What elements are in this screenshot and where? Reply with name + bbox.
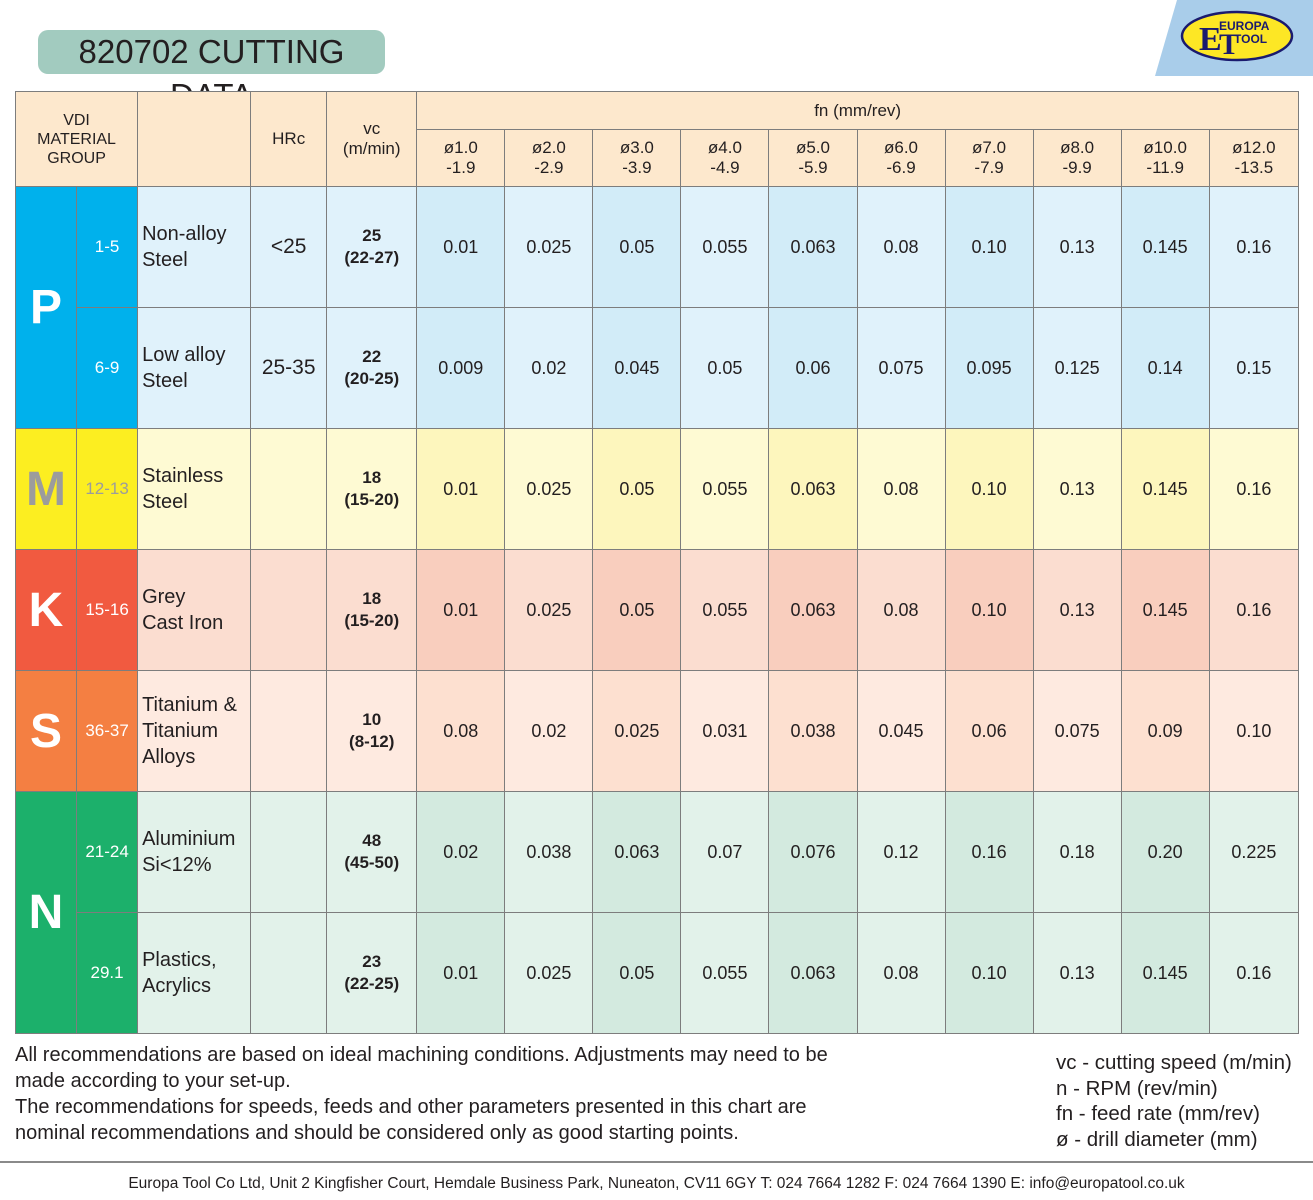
- feed-rate-cell: 0.05: [593, 187, 681, 308]
- hrc-value: [251, 792, 327, 913]
- feed-rate-cell: 0.09: [1121, 671, 1209, 792]
- feed-rate-cell: 0.145: [1121, 913, 1209, 1034]
- feed-rate-cell: 0.10: [945, 913, 1033, 1034]
- table-row: [16, 308, 1299, 429]
- feed-rate-cell: 0.16: [1209, 550, 1298, 671]
- feed-rate-cell: 0.063: [593, 792, 681, 913]
- material-group-s: S: [16, 671, 77, 792]
- table-row: [16, 429, 1299, 550]
- feed-rate-cell: 0.08: [857, 429, 945, 550]
- feed-rate-cell: 0.063: [769, 913, 857, 1034]
- feed-rate-cell: 0.06: [769, 308, 857, 429]
- diameter-header: ø1.0 -1.9: [417, 130, 505, 187]
- feed-rate-cell: 0.076: [769, 792, 857, 913]
- feed-rate-cell: 0.063: [769, 187, 857, 308]
- feed-rate-cell: 0.225: [1209, 792, 1298, 913]
- diameter-header: ø12.0 -13.5: [1209, 130, 1298, 187]
- feed-rate-cell: 0.01: [417, 550, 505, 671]
- feed-rate-cell: 0.055: [681, 429, 769, 550]
- feed-rate-cell: 0.038: [769, 671, 857, 792]
- svg-text:TOOL: TOOL: [1234, 32, 1268, 46]
- legend-diameter: ø - drill diameter (mm): [1056, 1127, 1258, 1151]
- footer-contact: Europa Tool Co Ltd, Unit 2 Kingfisher Court, Hemdale Business Park, Nuneaton, CV11 6GY T: 024 7664 1282 F: 024 7664 1390 E: info@europatool.co.uk: [128, 1175, 1185, 1192]
- legend: [1056, 1050, 1306, 1152]
- feed-rate-cell: 0.045: [857, 671, 945, 792]
- feed-rate-cell: 0.025: [505, 913, 593, 1034]
- material-group-n: N: [16, 792, 77, 1034]
- feed-rate-cell: 0.12: [857, 792, 945, 913]
- feed-rate-cell: 0.063: [769, 550, 857, 671]
- feed-rate-cell: 0.063: [769, 429, 857, 550]
- feed-rate-cell: 0.025: [505, 187, 593, 308]
- legend-fn: fn - feed rate (mm/rev): [1056, 1102, 1260, 1125]
- material-header: [138, 92, 251, 187]
- feed-rate-cell: 0.01: [417, 429, 505, 550]
- hrc-value: [251, 671, 327, 792]
- feed-rate-cell: 0.055: [681, 187, 769, 308]
- legend-vc: vc - cutting speed (m/min): [1056, 1051, 1292, 1074]
- feed-rate-cell: 0.031: [681, 671, 769, 792]
- feed-rate-cell: 0.06: [945, 671, 1033, 792]
- feed-rate-cell: 0.16: [945, 792, 1033, 913]
- material-name: Plastics, Acrylics: [138, 913, 251, 1034]
- vdi-code: 29.1: [77, 913, 138, 1034]
- feed-rate-cell: 0.145: [1121, 429, 1209, 550]
- vc-value: 22 (20-25): [327, 308, 417, 429]
- hrc-value: [251, 913, 327, 1034]
- note-line: All recommendations are based on ideal machining conditions. Adjustments may need to be: [15, 1044, 828, 1066]
- material-name: Non-alloy Steel: [138, 187, 251, 308]
- feed-rate-cell: 0.16: [1209, 913, 1298, 1034]
- feed-rate-cell: 0.025: [505, 429, 593, 550]
- footer-divider: [0, 1161, 1313, 1163]
- note-line: The recommendations for speeds, feeds and other parameters presented in this chart are: [15, 1096, 807, 1118]
- vdi-header: VDI MATERIAL GROUP: [16, 92, 138, 187]
- table-row: [16, 187, 1299, 308]
- material-group-m: M: [16, 429, 77, 550]
- hrc-header: HRc: [251, 92, 327, 187]
- feed-rate-cell: 0.05: [593, 550, 681, 671]
- vc-value: 10 (8-12): [327, 671, 417, 792]
- svg-text:T: T: [1219, 28, 1240, 61]
- feed-rate-cell: 0.125: [1033, 308, 1121, 429]
- feed-rate-cell: 0.02: [505, 671, 593, 792]
- diameter-header: ø3.0 -3.9: [593, 130, 681, 187]
- diameter-header: ø4.0 -4.9: [681, 130, 769, 187]
- hrc-value: [251, 429, 327, 550]
- hrc-value: 25-35: [251, 308, 327, 429]
- material-name: Low alloy Steel: [138, 308, 251, 429]
- vc-value: 23 (22-25): [327, 913, 417, 1034]
- feed-rate-cell: 0.13: [1033, 429, 1121, 550]
- vdi-code: 12-13: [77, 429, 138, 550]
- table-row: [16, 792, 1299, 913]
- hrc-value: <25: [251, 187, 327, 308]
- feed-rate-cell: 0.02: [417, 792, 505, 913]
- feed-rate-cell: 0.145: [1121, 550, 1209, 671]
- vc-value: 25 (22-27): [327, 187, 417, 308]
- table-row: [16, 671, 1299, 792]
- material-name: Stainless Steel: [138, 429, 251, 550]
- feed-rate-cell: 0.009: [417, 308, 505, 429]
- fn-header: fn (mm/rev): [417, 92, 1299, 130]
- feed-rate-cell: 0.16: [1209, 429, 1298, 550]
- material-name: Aluminium Si<12%: [138, 792, 251, 913]
- svg-text:E: E: [1199, 21, 1222, 58]
- feed-rate-cell: 0.01: [417, 187, 505, 308]
- diameter-header: ø6.0 -6.9: [857, 130, 945, 187]
- feed-rate-cell: 0.07: [681, 792, 769, 913]
- feed-rate-cell: 0.045: [593, 308, 681, 429]
- material-name: Grey Cast Iron: [138, 550, 251, 671]
- note-line: made according to your set-up.: [15, 1070, 291, 1092]
- feed-rate-cell: 0.075: [857, 308, 945, 429]
- diameter-header: ø5.0 -5.9: [769, 130, 857, 187]
- feed-rate-cell: 0.025: [593, 671, 681, 792]
- vdi-code: 6-9: [77, 308, 138, 429]
- feed-rate-cell: 0.13: [1033, 187, 1121, 308]
- europa-tool-logo: [1155, 0, 1313, 76]
- feed-rate-cell: 0.14: [1121, 308, 1209, 429]
- vc-header: vc (m/min): [327, 92, 417, 187]
- vdi-code: 15-16: [77, 550, 138, 671]
- vc-value: 48 (45-50): [327, 792, 417, 913]
- hrc-value: [251, 550, 327, 671]
- feed-rate-cell: 0.20: [1121, 792, 1209, 913]
- diameter-header: ø10.0 -11.9: [1121, 130, 1209, 187]
- note-line: nominal recommendations and should be considered only as good starting points.: [15, 1122, 739, 1144]
- table-row: [16, 913, 1299, 1034]
- feed-rate-cell: 0.01: [417, 913, 505, 1034]
- vdi-code: 36-37: [77, 671, 138, 792]
- feed-rate-cell: 0.18: [1033, 792, 1121, 913]
- table-row: [16, 550, 1299, 671]
- feed-rate-cell: 0.13: [1033, 550, 1121, 671]
- feed-rate-cell: 0.038: [505, 792, 593, 913]
- cutting-data-table: [15, 91, 1299, 1034]
- feed-rate-cell: 0.13: [1033, 913, 1121, 1034]
- feed-rate-cell: 0.10: [945, 429, 1033, 550]
- feed-rate-cell: 0.055: [681, 550, 769, 671]
- material-name: Titanium & Titanium Alloys: [138, 671, 251, 792]
- feed-rate-cell: 0.10: [1209, 671, 1298, 792]
- feed-rate-cell: 0.055: [681, 913, 769, 1034]
- feed-rate-cell: 0.075: [1033, 671, 1121, 792]
- svg-text:EUROPA: EUROPA: [1219, 19, 1270, 33]
- vc-value: 18 (15-20): [327, 429, 417, 550]
- feed-rate-cell: 0.05: [593, 913, 681, 1034]
- feed-rate-cell: 0.05: [593, 429, 681, 550]
- vdi-code: 1-5: [77, 187, 138, 308]
- notes: [15, 1042, 915, 1146]
- feed-rate-cell: 0.16: [1209, 187, 1298, 308]
- feed-rate-cell: 0.05: [681, 308, 769, 429]
- feed-rate-cell: 0.08: [857, 913, 945, 1034]
- diameter-header: ø7.0 -7.9: [945, 130, 1033, 187]
- feed-rate-cell: 0.08: [857, 550, 945, 671]
- feed-rate-cell: 0.10: [945, 550, 1033, 671]
- vdi-code: 21-24: [77, 792, 138, 913]
- diameter-header: ø8.0 -9.9: [1033, 130, 1121, 187]
- legend-n: n - RPM (rev/min): [1056, 1076, 1218, 1100]
- feed-rate-cell: 0.10: [945, 187, 1033, 308]
- material-group-k: K: [16, 550, 77, 671]
- feed-rate-cell: 0.145: [1121, 187, 1209, 308]
- feed-rate-cell: 0.02: [505, 308, 593, 429]
- feed-rate-cell: 0.08: [857, 187, 945, 308]
- feed-rate-cell: 0.08: [417, 671, 505, 792]
- vc-value: 18 (15-20): [327, 550, 417, 671]
- feed-rate-cell: 0.15: [1209, 308, 1298, 429]
- feed-rate-cell: 0.095: [945, 308, 1033, 429]
- diameter-header: ø2.0 -2.9: [505, 130, 593, 187]
- material-group-p: P: [16, 187, 77, 429]
- feed-rate-cell: 0.025: [505, 550, 593, 671]
- page-title: 820702 CUTTING: [38, 30, 385, 74]
